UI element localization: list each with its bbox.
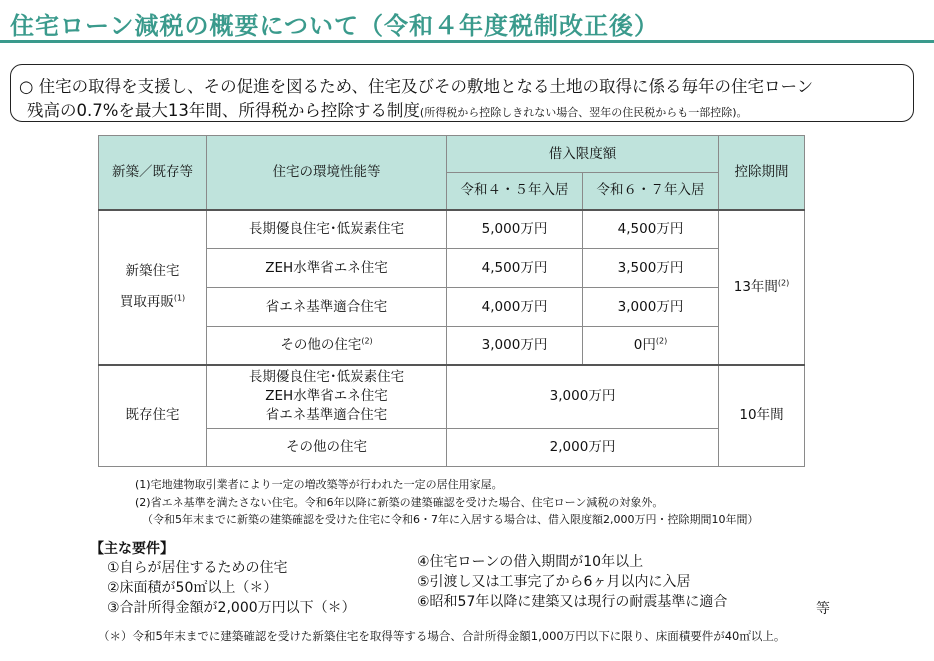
summary-box [10, 64, 914, 122]
footnote-1: (1)宅地建物取引業者により一定の増改築等が行われた一定の居住用家屋。 [135, 478, 503, 491]
perf-existing-b: その他の住宅 [207, 429, 447, 467]
footnote-3: （令和5年末までに新築の建築確認を受けた住宅に令和6・7年に入居する場合は、借入限度額2,000万円・控除期間10年間） [142, 513, 759, 526]
limit-r67-value: 3,500万円 [617, 259, 684, 276]
perf-existing-a2: ZEH水準省エネ住宅 [265, 388, 388, 405]
category-new-label-2-text: 買取再販 [119, 294, 174, 310]
requirement-item: ⑥昭和57年以降に建築又は現行の耐震基準に適合 [417, 594, 728, 610]
perf-cell [207, 327, 447, 365]
limit-existing-a: 3,000万円 [447, 365, 719, 429]
limit-r67-cell [583, 210, 719, 249]
title-underline [0, 40, 934, 43]
header-performance: 住宅の環境性能等 [207, 136, 447, 210]
limit-r45-cell: 4,000万円 [447, 288, 583, 327]
perf-cell [207, 288, 447, 327]
perf-cell [207, 210, 447, 249]
summary-note: (所得税から控除しきれない場合、翌年の住民税からも一部控除)。 [419, 106, 748, 119]
category-new [99, 210, 207, 365]
perf-label: 長期優良住宅･低炭素住宅 [248, 220, 405, 237]
perf-sup: (2) [361, 336, 373, 346]
requirement-item: ③合計所得金額が2,000万円以下（＊） [107, 600, 356, 616]
perf-label: その他の住宅 [280, 336, 362, 353]
perf-existing-a3: 省エネ基準適合住宅 [265, 407, 388, 424]
category-new-label-2 [99, 293, 206, 312]
limit-r67-cell [583, 288, 719, 327]
limit-r67-value: 4,500万円 [617, 220, 684, 237]
category-new-label-1: 新築住宅 [125, 263, 180, 279]
summary-line-2 [27, 97, 748, 121]
footnote-ref-1: (1) [173, 293, 186, 303]
requirements-etc: 等 [816, 601, 830, 617]
category-existing: 既存住宅 [99, 365, 207, 467]
header-category: 新築／既存等 [99, 136, 207, 210]
limit-r67-value: 3,000万円 [617, 298, 684, 315]
summary-line-2-text: 残高の0.7%を最大13年間、所得税から控除する制度 [27, 101, 420, 120]
requirement-item: ⑤引渡し又は工事完了から6ヶ月以内に入居 [417, 574, 691, 590]
period-new-sup: (2) [777, 278, 790, 287]
limit-existing-b: 2,000万円 [447, 429, 719, 467]
period-new [719, 210, 805, 365]
limit-r67-cell [583, 249, 719, 288]
footnote-2: (2)省エネ基準を満たさない住宅。令和6年以降に新築の建築確認を受けた場合、住宅ローン減税の対象外。 [135, 496, 664, 509]
requirement-item: ②床面積が50㎡以上（＊） [107, 580, 278, 596]
loan-limit-table [98, 135, 805, 467]
limit-r45-cell: 4,500万円 [447, 249, 583, 288]
perf-label: ZEH水準省エネ住宅 [265, 259, 388, 276]
summary-line-1: ○ 住宅の取得を支援し、その促進を図るため、住宅及びその敷地となる土地の取得に係る毎年の住宅ローン [19, 77, 814, 96]
limit-r67-value: 0円 [633, 336, 656, 353]
header-limit-r67: 令和６・７年入居 [583, 173, 719, 210]
requirements-heading: 【主な要件】 [90, 541, 174, 557]
header-period: 控除期間 [719, 136, 805, 210]
perf-cell-existing-a [207, 365, 447, 429]
perf-existing-a1: 長期優良住宅･低炭素住宅 [248, 369, 405, 386]
page-title: 住宅ローン減税の概要について（令和４年度税制改正後） [10, 12, 660, 40]
limit-r45-cell: 5,000万円 [447, 210, 583, 249]
requirement-item: ①自らが居住するための住宅 [107, 560, 288, 576]
period-new-value: 13年間 [733, 278, 778, 295]
limit-r67-sup: (2) [655, 336, 668, 346]
limit-r67-cell [583, 327, 719, 365]
limit-r45-cell: 3,000万円 [447, 327, 583, 365]
header-limit-r45: 令和４・５年入居 [447, 173, 583, 210]
perf-label: 省エネ基準適合住宅 [265, 298, 388, 315]
requirement-item: ④住宅ローンの借入期間が10年以上 [417, 554, 644, 570]
requirements-note: （＊）令和5年末までに建築確認を受けた新築住宅を取得等する場合、合計所得金額1,000万円以下に限り、床面積要件が40㎡以上。 [98, 629, 786, 643]
period-existing: 10年間 [719, 365, 805, 467]
perf-cell [207, 249, 447, 288]
header-limit: 借入限度額 [447, 136, 719, 173]
